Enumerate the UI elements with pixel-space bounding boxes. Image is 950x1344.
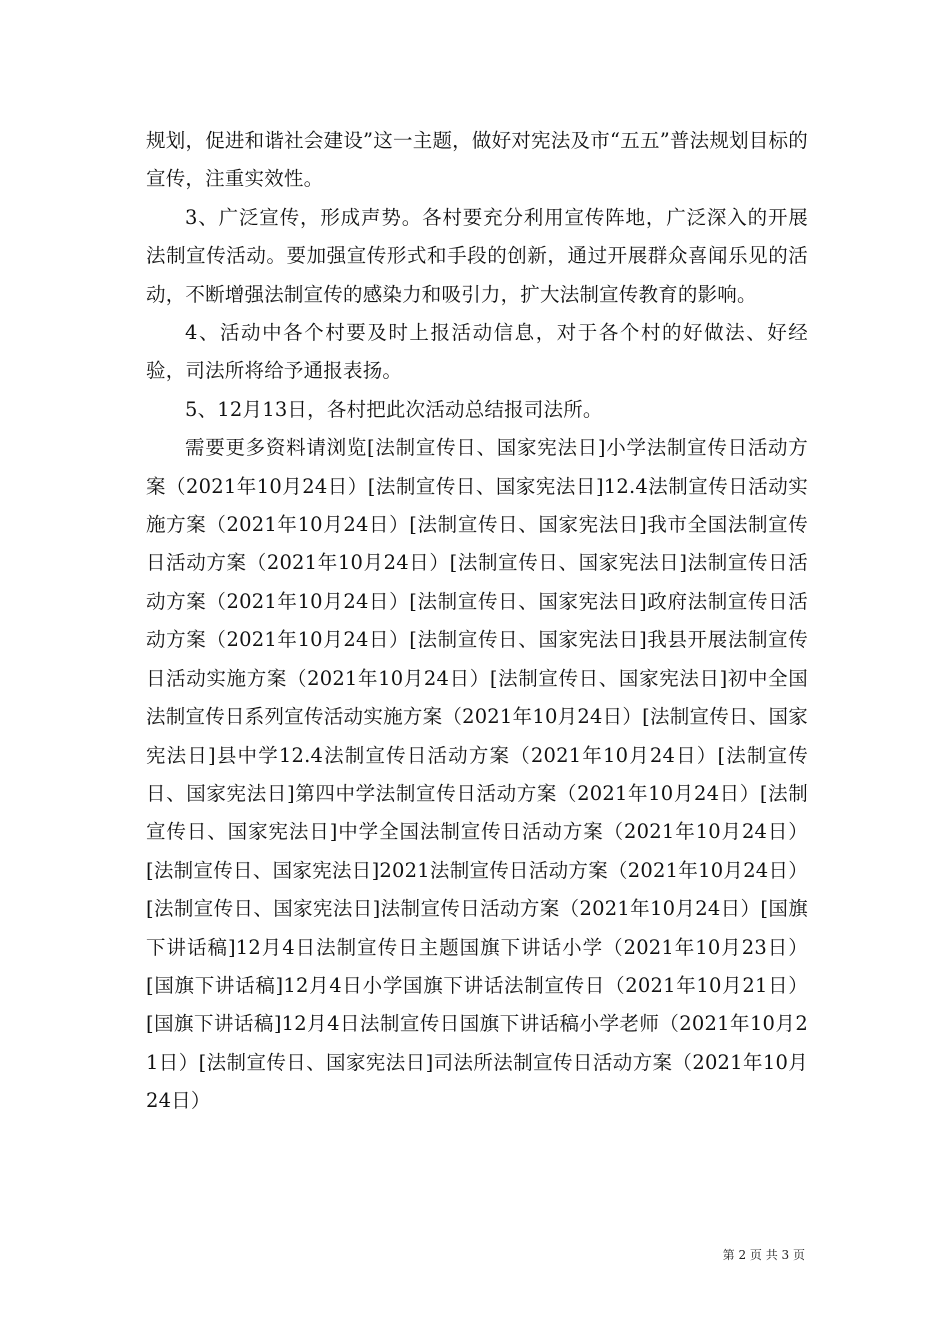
page-number-footer: 第 2 页 共 3 页 [722,1248,805,1262]
paragraph-item-3: 3、广泛宣传，形成声势。各村要充分利用宣传阵地，广泛深入的开展法制宣传活动。要加强宣传形式和手段的创新，通过开展群众喜闻乐见的活动，不断增强法制宣传的感染力和吸引力，扩大法制宣传教育的影响。 [146,205,808,306]
document-body [146,122,808,1121]
paragraph-related-links: 需要更多资料请浏览[法制宣传日、国家宪法日]小学法制宣传日活动方案（2021年10月24日）[法制宣传日、国家宪法日]12.4法制宣传日活动实施方案（2021年10月24日）[法制宣传日、国家宪法日]我市全国法制宣传日活动方案（2021年10月24日）[法制宣传日、国家宪法日]法制宣传日活动方案（2021年10月24日）[法制宣传日、国家宪法日]政府法制宣传日活动方案（2021年10月24日）[法制宣传日、国家宪法日]我县开展法制宣传日活动实施方案（2021年10月24日）[法制宣传日、国家宪法日]初中全国法制宣传日系列宣传活动实施方案（2021年10月24日）[法制宣传日、国家宪法日]县中学12.4法制宣传日活动方案（2021年10月24日）[法制宣传日、国家宪法日]第四中学法制宣传日活动方案（2021年10月24日）[法制宣传日、国家宪法日]中学全国法制宣传日活动方案（2021年10月24日）[法制宣传日、国家宪法日]2021法制宣传日活动方案（2021年10月24日）[法制宣传日、国家宪法日]法制宣传日活动方案（2021年10月24日）[国旗下讲话稿]12月4日法制宣传日主题国旗下讲话小学（2021年10月23日）[国旗下讲话稿]12月4日小学国旗下讲话法制宣传日（2021年10月21日）[国旗下讲话稿]12月4日法制宣传日国旗下讲话稿小学老师（2021年10月21日）[法制宣传日、国家宪法日]司法所法制宣传日活动方案（2021年10月24日） [146,436,808,1113]
paragraph-item-5: 5、12月13日，各村把此次活动总结报司法所。 [185,397,603,421]
paragraph-item-4: 4、活动中各个村要及时上报活动信息，对于各个村的好做法、好经验，司法所将给予通报表扬。 [146,321,808,383]
paragraph-continuation: 规划，促进和谐社会建设”这一主题，做好对宪法及市“五五”普法规划目标的宣传，注重实效性。 [146,129,808,191]
